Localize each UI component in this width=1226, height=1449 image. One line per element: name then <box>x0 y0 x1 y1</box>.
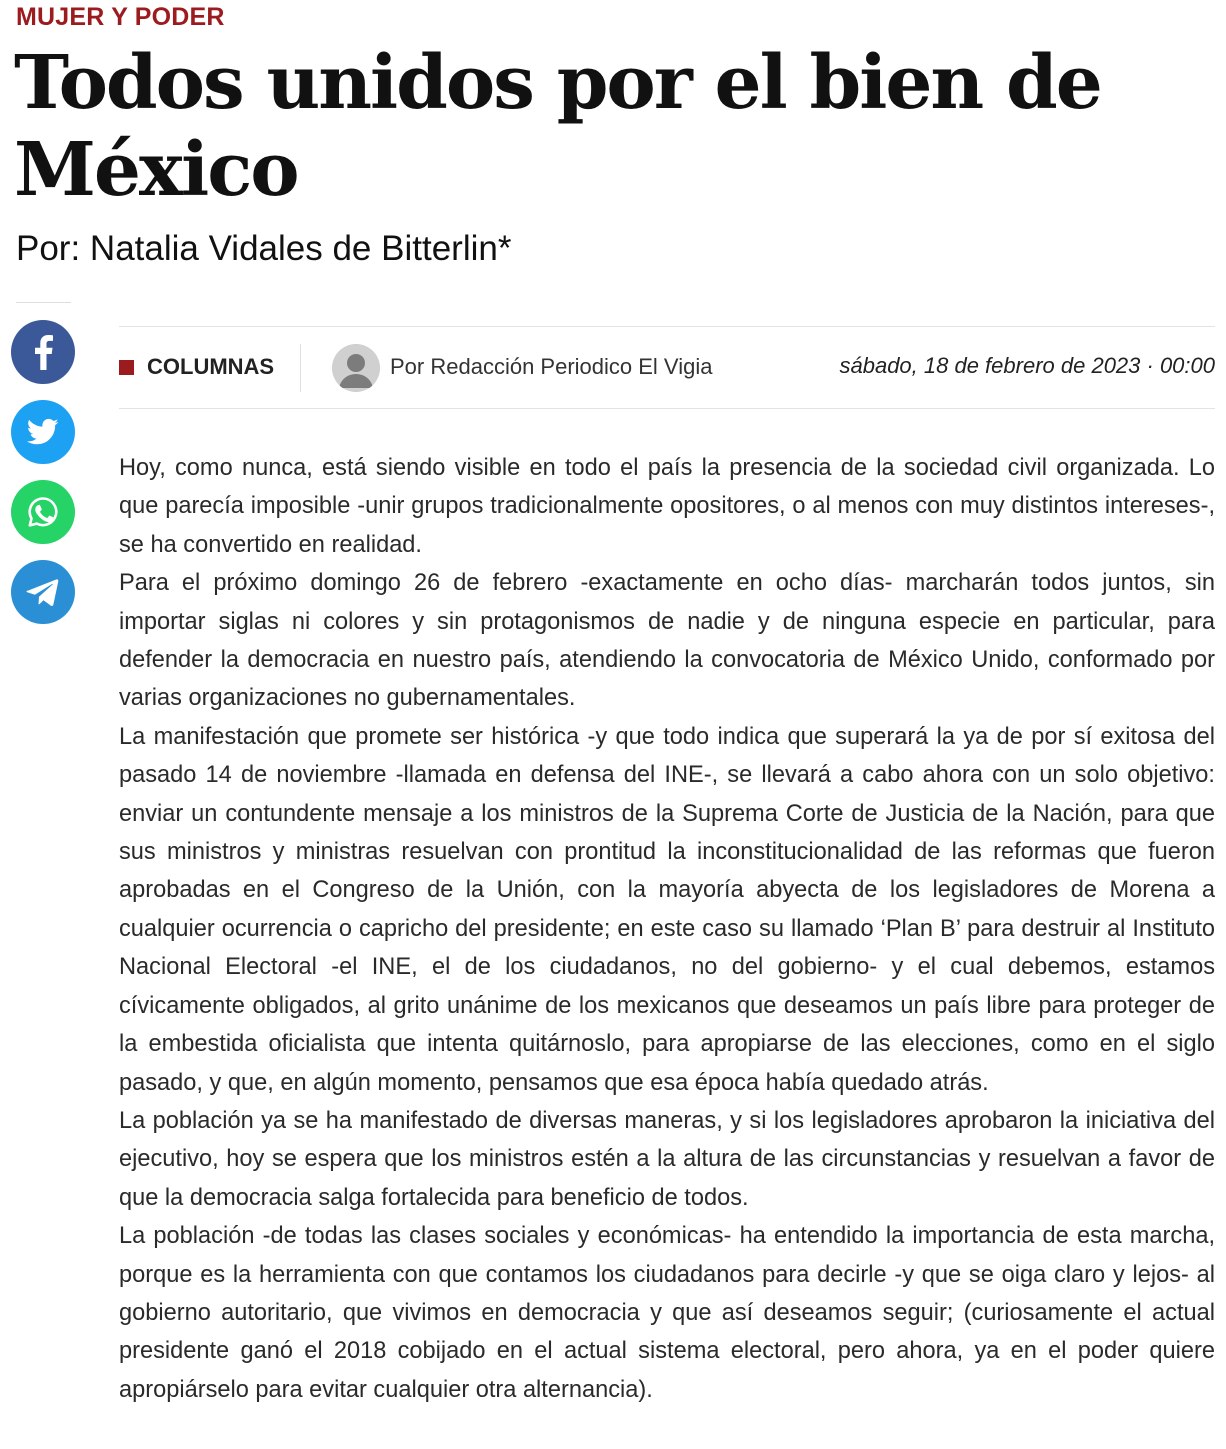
meta-top-divider <box>119 326 1215 327</box>
meta-separator <box>300 344 301 392</box>
article-paragraph: La población -de todas las clases sociales y económicas- ha entendido la importancia de esta marcha, porque es la herramienta con que contamos los ciudadanos para decirle -y que se oiga claro y lejos- al gobierno autoritario, que vivimos en democracia y que así deseamos seguir; (curiosamente el actual presidente ganó el 2018 cobijado en el actual sistema electoral, pero ahora, ya en el poder quiere apropiárselo para evitar cualquier otra alternancia). <box>119 1223 1215 1403</box>
article-paragraph: La manifestación que promete ser histórica -y que todo indica que superará la ya de por sí exitosa del pasado 14 de noviembre -llamada en defensa del INE-, se llevará a cabo ahora con un solo objetivo: enviar un contundente mensaje a los ministros de la Suprema Corte de Justicia de la Nación, para que sus ministros y ministras resuelvan con prontitud la inconstitucionalidad de las reformas que fueron aprobadas en el Congreso de la Unión, con la mayoría abyecta de los legisladores de Morena a cualquier ocurrencia o capricho del presidente; en este caso su llamado ‘Plan B’ para destruir al Instituto Nacional Electoral -el INE, el de los ciudadanos, no del gobierno- y el cual debemos, estamos cívicamente obligados, al grito unánime de los mexicanos que deseamos un país libre para proteger de la embestida oficialista que intenta quitárnoslo, para apropiarse de las elecciones, como en el siglo pasado, y que, en algún momento, pensamos que esa época había quedado atrás. <box>119 723 1215 1096</box>
share-telegram-button[interactable] <box>11 560 75 624</box>
facebook-icon <box>32 334 54 370</box>
author-avatar[interactable] <box>332 344 380 392</box>
share-divider <box>16 302 71 303</box>
article-byline: Por: Natalia Vidales de Bitterlin* <box>16 229 512 268</box>
article-paragraph: Hoy, como nunca, está siendo visible en todo el país la presencia de la sociedad civil organizada. Lo que parecía imposible -unir grupos tradicionalmente opositores, o al menos con muy distintos intereses-, se ha convertido en realidad. <box>119 455 1215 558</box>
share-facebook-button[interactable] <box>11 320 75 384</box>
article-paragraph: Para el próximo domingo 26 de febrero -exactamente en ocho días- marcharán todos juntos, sin importar siglas ni colores y sin protagonismos de nadie y de ninguna especie en particular, para defender la democracia en nuestro país, atendiendo la convocatoria de México Unido, conformado por varias organizaciones no gubernamentales. <box>119 570 1215 712</box>
user-icon <box>332 344 380 392</box>
author-name[interactable]: Por Redacción Periodico El Vigia <box>390 354 713 379</box>
category-link[interactable]: COLUMNAS <box>147 354 275 379</box>
telegram-icon <box>26 577 60 607</box>
article-title: Todos unidos por el bien de México <box>14 40 1101 213</box>
meta-bottom-divider <box>119 408 1215 409</box>
share-whatsapp-button[interactable] <box>11 480 75 544</box>
article-body <box>119 449 1215 1409</box>
publish-date: sábado, 18 de febrero de 2023 · 00:00 <box>839 353 1215 378</box>
article-paragraph: La población ya se ha manifestado de diversas maneras, y si los legisladores aprobaron la iniciativa del ejecutivo, hoy se espera que los ministros estén a la altura de las circunstancias y resuelvan a favor de que la democracia salga fortalecida para beneficio de todos. <box>119 1107 1215 1211</box>
section-kicker-link[interactable]: MUJER Y PODER <box>16 3 225 31</box>
twitter-icon <box>27 418 59 446</box>
share-twitter-button[interactable] <box>11 400 75 464</box>
category-marker <box>119 360 134 375</box>
whatsapp-icon <box>26 495 60 529</box>
